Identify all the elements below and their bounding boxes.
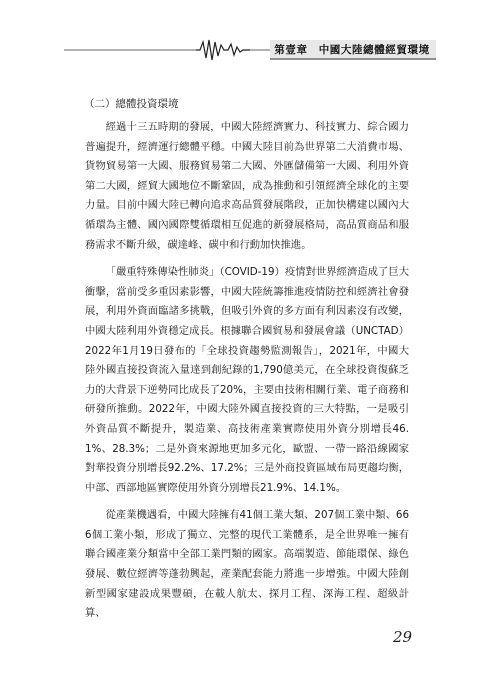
body-text: [85, 118, 409, 632]
chapter-title: 第壹章 中國大陸總體經貿環境: [274, 44, 430, 56]
paragraph: 從產業機遇看，中國大陸擁有41個工業大類、207個工業中類、666個工業小類，形成了獨立、完整的現代工業體系，是全世界唯一擁有聯合國產業分類當中全部工業門類的國家。高端製造、節能環保、綠色發展、數位經濟等蓬勃興起，產業配套能力將進一步增強。中國大陸創新型國家建設成果豐碩，在載人航太、探月工程、深海工程、超級計算、: [85, 509, 409, 620]
page-number: 29: [393, 628, 413, 646]
section-heading: （二）總體投資環境: [84, 98, 179, 110]
running-header: [0, 36, 480, 66]
paragraph: 「嚴重特殊傳染性肺炎」（COVID-19）疫情對世界經濟造成了巨大衝擊，當前受多重因素影響，中國大陸統籌推進疫情防控和經濟社會發展，利用外資面臨諸多挑戰，但吸引外資的多方面有利因素沒有改變，中國大陸利用外資穩定成長。根據聯合國貿易和發展會議（UNCTAD）2022年1月19日發布的「全球投資趨勢監測報告」，2021年，中國大陸外國直接投資流入量達到創紀錄的1,790億美元，在全球投資復蘇乏力的大背景下逆勢同比成長了20%，主要由技術相關行業、電子商務和研發所推動。2022年，中國大陸外國直接投資的三大特點，一是吸引外資品質不斷提升，製造業、高技術產業實際使用外資分別增長46.1%、28.3%；二是外資來源地更加多元化，歐盟、一帶一路沿線國家對華投資分別增長92.2%、17.2%；三是外商投資區域布局更趨均衡，中部、西部地區實際使用外資分別增長21.9%、14.1%。: [85, 266, 409, 494]
paragraph: 經過十三五時期的發展，中國大陸經濟實力、科技實力、綜合國力普遍提升，經濟運行總體平穩。中國大陸目前為世界第二大消費市場、貨物貿易第一大國、服務貿易第二大國、外匯儲備第一大國、利用外資第二大國，經貿大國地位不斷鞏固，成為推動和引領經濟全球化的主要力量。目前中國大陸已轉向追求高品質發展階段，正加快構建以國內大循環為主體、國內國際雙循環相互促進的新發展格局，高品質商品和服務需求不斷升級，碳達峰、碳中和行動加快推進。: [85, 121, 409, 251]
heartbeat-line-icon: [196, 40, 250, 60]
